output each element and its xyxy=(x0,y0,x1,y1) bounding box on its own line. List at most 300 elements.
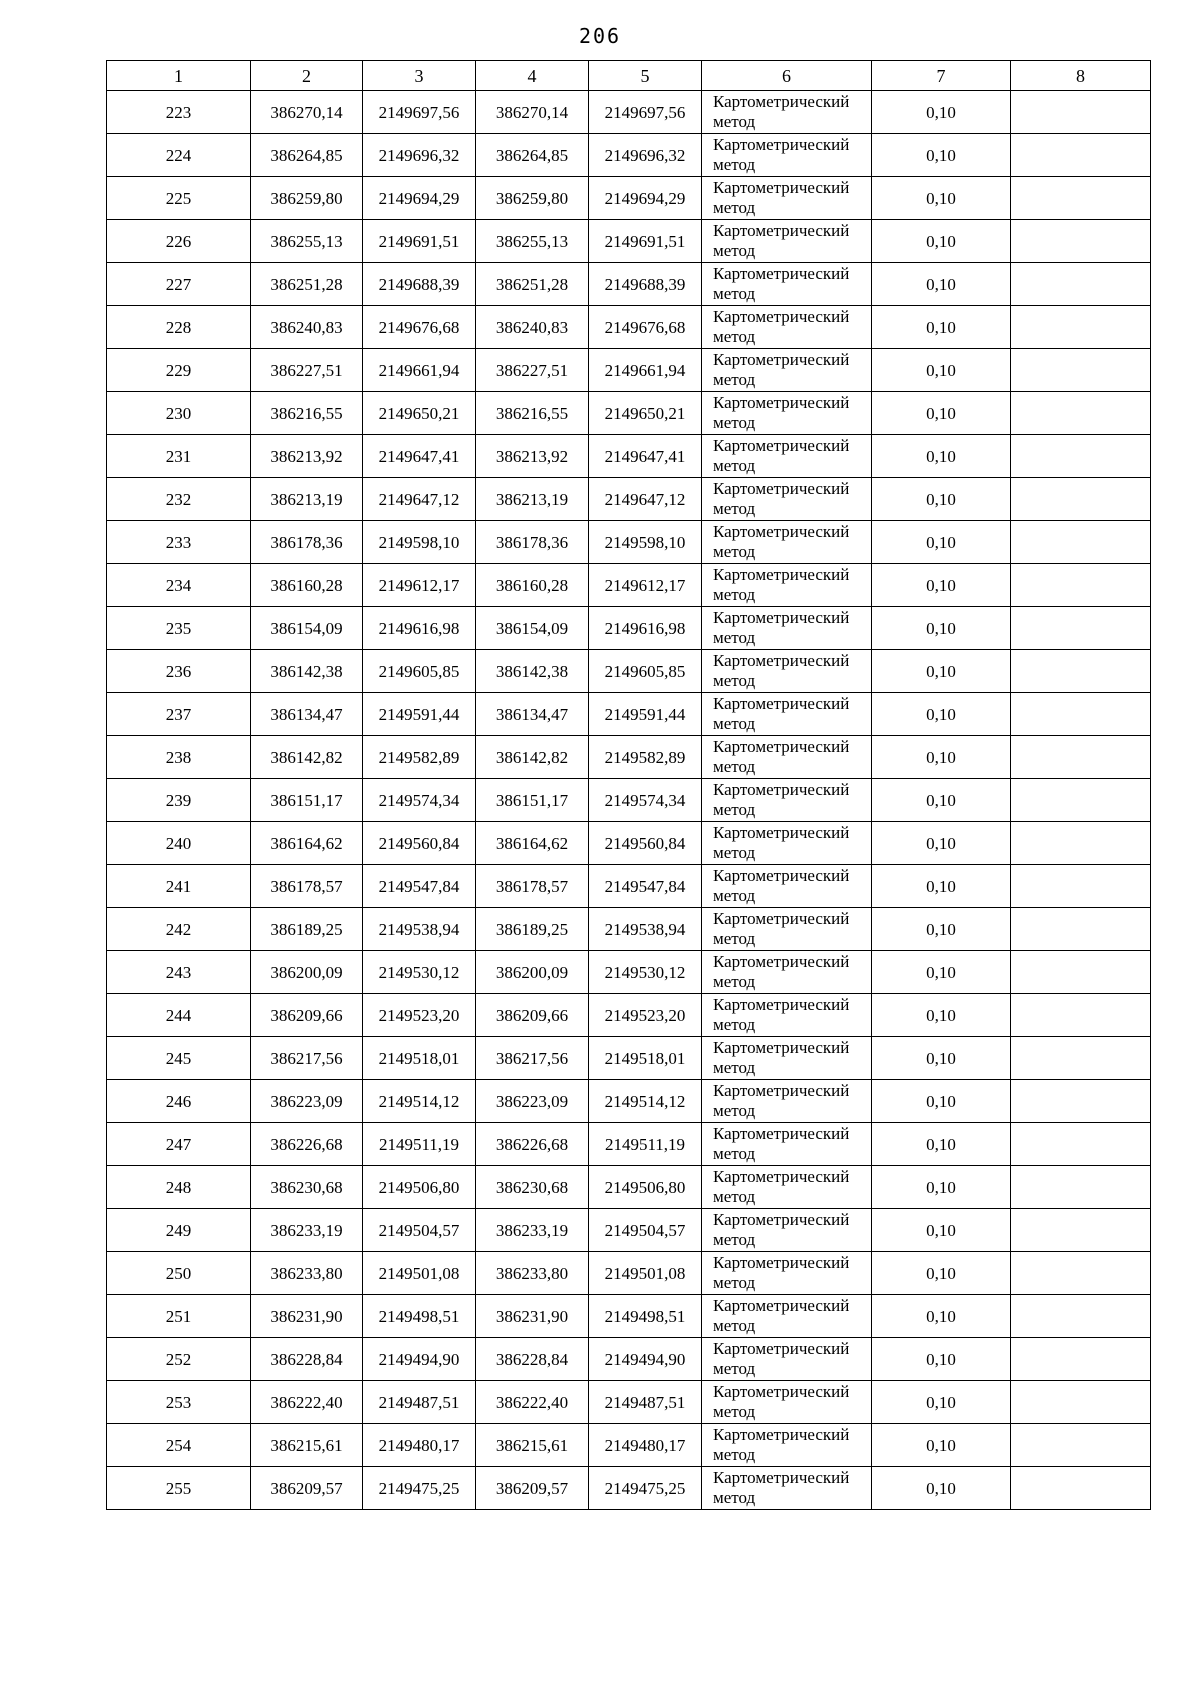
accuracy-cell: 0,10 xyxy=(872,349,1011,392)
accuracy-cell: 0,10 xyxy=(872,1338,1011,1381)
x-coordinate-cell: 386223,09 xyxy=(251,1080,363,1123)
note-cell xyxy=(1011,349,1151,392)
accuracy-cell: 0,10 xyxy=(872,91,1011,134)
accuracy-cell: 0,10 xyxy=(872,478,1011,521)
point-number-cell: 246 xyxy=(107,1080,251,1123)
y-coordinate-cell: 2149612,17 xyxy=(363,564,476,607)
table-row xyxy=(107,134,1151,177)
y-coordinate-new-cell: 2149694,29 xyxy=(589,177,702,220)
x-coordinate-new-cell: 386160,28 xyxy=(476,564,589,607)
y-coordinate-new-cell: 2149605,85 xyxy=(589,650,702,693)
accuracy-cell: 0,10 xyxy=(872,822,1011,865)
accuracy-cell: 0,10 xyxy=(872,306,1011,349)
method-cell: Картометрический метод xyxy=(702,650,872,693)
x-coordinate-new-cell: 386213,19 xyxy=(476,478,589,521)
y-coordinate-cell: 2149676,68 xyxy=(363,306,476,349)
method-cell: Картометрический метод xyxy=(702,736,872,779)
point-number-cell: 227 xyxy=(107,263,251,306)
y-coordinate-cell: 2149498,51 xyxy=(363,1295,476,1338)
table-row xyxy=(107,521,1151,564)
method-cell: Картометрический метод xyxy=(702,1381,872,1424)
x-coordinate-cell: 386164,62 xyxy=(251,822,363,865)
table-row xyxy=(107,435,1151,478)
y-coordinate-cell: 2149518,01 xyxy=(363,1037,476,1080)
x-coordinate-new-cell: 386255,13 xyxy=(476,220,589,263)
accuracy-cell: 0,10 xyxy=(872,951,1011,994)
point-number-cell: 242 xyxy=(107,908,251,951)
y-coordinate-new-cell: 2149598,10 xyxy=(589,521,702,564)
y-coordinate-cell: 2149538,94 xyxy=(363,908,476,951)
x-coordinate-new-cell: 386259,80 xyxy=(476,177,589,220)
method-cell: Картометрический метод xyxy=(702,91,872,134)
table-row xyxy=(107,1295,1151,1338)
y-coordinate-cell: 2149487,51 xyxy=(363,1381,476,1424)
y-coordinate-new-cell: 2149612,17 xyxy=(589,564,702,607)
y-coordinate-cell: 2149560,84 xyxy=(363,822,476,865)
x-coordinate-new-cell: 386217,56 xyxy=(476,1037,589,1080)
note-cell xyxy=(1011,1467,1151,1510)
x-coordinate-new-cell: 386189,25 xyxy=(476,908,589,951)
y-coordinate-cell: 2149696,32 xyxy=(363,134,476,177)
method-cell: Картометрический метод xyxy=(702,220,872,263)
method-cell: Картометрический метод xyxy=(702,994,872,1037)
note-cell xyxy=(1011,1381,1151,1424)
table-row xyxy=(107,1123,1151,1166)
point-number-cell: 241 xyxy=(107,865,251,908)
x-coordinate-cell: 386151,17 xyxy=(251,779,363,822)
x-coordinate-new-cell: 386142,82 xyxy=(476,736,589,779)
header-cell: 5 xyxy=(589,61,702,91)
method-cell: Картометрический метод xyxy=(702,564,872,607)
x-coordinate-new-cell: 386264,85 xyxy=(476,134,589,177)
note-cell xyxy=(1011,134,1151,177)
table-row xyxy=(107,564,1151,607)
method-cell: Картометрический метод xyxy=(702,822,872,865)
x-coordinate-cell: 386217,56 xyxy=(251,1037,363,1080)
header-cell: 3 xyxy=(363,61,476,91)
note-cell xyxy=(1011,736,1151,779)
y-coordinate-cell: 2149616,98 xyxy=(363,607,476,650)
x-coordinate-cell: 386228,84 xyxy=(251,1338,363,1381)
point-number-cell: 228 xyxy=(107,306,251,349)
method-cell: Картометрический метод xyxy=(702,951,872,994)
point-number-cell: 243 xyxy=(107,951,251,994)
table-row xyxy=(107,607,1151,650)
y-coordinate-cell: 2149574,34 xyxy=(363,779,476,822)
accuracy-cell: 0,10 xyxy=(872,865,1011,908)
y-coordinate-cell: 2149523,20 xyxy=(363,994,476,1037)
method-cell: Картометрический метод xyxy=(702,1166,872,1209)
y-coordinate-new-cell: 2149661,94 xyxy=(589,349,702,392)
x-coordinate-new-cell: 386154,09 xyxy=(476,607,589,650)
point-number-cell: 254 xyxy=(107,1424,251,1467)
note-cell xyxy=(1011,1252,1151,1295)
y-coordinate-new-cell: 2149547,84 xyxy=(589,865,702,908)
x-coordinate-new-cell: 386222,40 xyxy=(476,1381,589,1424)
method-cell: Картометрический метод xyxy=(702,1080,872,1123)
x-coordinate-cell: 386178,57 xyxy=(251,865,363,908)
accuracy-cell: 0,10 xyxy=(872,1381,1011,1424)
note-cell xyxy=(1011,392,1151,435)
x-coordinate-cell: 386178,36 xyxy=(251,521,363,564)
note-cell xyxy=(1011,564,1151,607)
y-coordinate-cell: 2149605,85 xyxy=(363,650,476,693)
note-cell xyxy=(1011,1338,1151,1381)
x-coordinate-new-cell: 386216,55 xyxy=(476,392,589,435)
table-row xyxy=(107,1080,1151,1123)
method-cell: Картометрический метод xyxy=(702,693,872,736)
table-row xyxy=(107,349,1151,392)
method-cell: Картометрический метод xyxy=(702,478,872,521)
x-coordinate-new-cell: 386209,57 xyxy=(476,1467,589,1510)
table-row xyxy=(107,865,1151,908)
note-cell xyxy=(1011,1080,1151,1123)
x-coordinate-cell: 386226,68 xyxy=(251,1123,363,1166)
accuracy-cell: 0,10 xyxy=(872,779,1011,822)
y-coordinate-new-cell: 2149523,20 xyxy=(589,994,702,1037)
x-coordinate-cell: 386160,28 xyxy=(251,564,363,607)
y-coordinate-new-cell: 2149591,44 xyxy=(589,693,702,736)
y-coordinate-cell: 2149582,89 xyxy=(363,736,476,779)
y-coordinate-cell: 2149647,12 xyxy=(363,478,476,521)
accuracy-cell: 0,10 xyxy=(872,994,1011,1037)
table-row xyxy=(107,1467,1151,1510)
x-coordinate-cell: 386209,57 xyxy=(251,1467,363,1510)
method-cell: Картометрический метод xyxy=(702,908,872,951)
y-coordinate-new-cell: 2149530,12 xyxy=(589,951,702,994)
note-cell xyxy=(1011,220,1151,263)
point-number-cell: 225 xyxy=(107,177,251,220)
x-coordinate-new-cell: 386134,47 xyxy=(476,693,589,736)
y-coordinate-cell: 2149506,80 xyxy=(363,1166,476,1209)
point-number-cell: 223 xyxy=(107,91,251,134)
x-coordinate-cell: 386240,83 xyxy=(251,306,363,349)
header-cell: 2 xyxy=(251,61,363,91)
point-number-cell: 247 xyxy=(107,1123,251,1166)
table-row xyxy=(107,1166,1151,1209)
header-cell: 7 xyxy=(872,61,1011,91)
note-cell xyxy=(1011,951,1151,994)
y-coordinate-new-cell: 2149518,01 xyxy=(589,1037,702,1080)
x-coordinate-cell: 386222,40 xyxy=(251,1381,363,1424)
y-coordinate-cell: 2149661,94 xyxy=(363,349,476,392)
note-cell xyxy=(1011,1209,1151,1252)
table-row xyxy=(107,1209,1151,1252)
y-coordinate-cell: 2149691,51 xyxy=(363,220,476,263)
y-coordinate-new-cell: 2149487,51 xyxy=(589,1381,702,1424)
point-number-cell: 253 xyxy=(107,1381,251,1424)
table-row xyxy=(107,1424,1151,1467)
y-coordinate-cell: 2149547,84 xyxy=(363,865,476,908)
note-cell xyxy=(1011,177,1151,220)
y-coordinate-new-cell: 2149501,08 xyxy=(589,1252,702,1295)
accuracy-cell: 0,10 xyxy=(872,521,1011,564)
table-row xyxy=(107,736,1151,779)
y-coordinate-new-cell: 2149480,17 xyxy=(589,1424,702,1467)
y-coordinate-new-cell: 2149574,34 xyxy=(589,779,702,822)
y-coordinate-new-cell: 2149616,98 xyxy=(589,607,702,650)
note-cell xyxy=(1011,865,1151,908)
method-cell: Картометрический метод xyxy=(702,435,872,478)
y-coordinate-new-cell: 2149538,94 xyxy=(589,908,702,951)
x-coordinate-cell: 386233,19 xyxy=(251,1209,363,1252)
y-coordinate-new-cell: 2149688,39 xyxy=(589,263,702,306)
note-cell xyxy=(1011,779,1151,822)
point-number-cell: 250 xyxy=(107,1252,251,1295)
note-cell xyxy=(1011,263,1151,306)
point-number-cell: 252 xyxy=(107,1338,251,1381)
point-number-cell: 255 xyxy=(107,1467,251,1510)
point-number-cell: 237 xyxy=(107,693,251,736)
x-coordinate-new-cell: 386227,51 xyxy=(476,349,589,392)
x-coordinate-cell: 386213,92 xyxy=(251,435,363,478)
point-number-cell: 251 xyxy=(107,1295,251,1338)
point-number-cell: 234 xyxy=(107,564,251,607)
x-coordinate-cell: 386230,68 xyxy=(251,1166,363,1209)
y-coordinate-cell: 2149694,29 xyxy=(363,177,476,220)
x-coordinate-new-cell: 386270,14 xyxy=(476,91,589,134)
x-coordinate-cell: 386209,66 xyxy=(251,994,363,1037)
x-coordinate-new-cell: 386178,57 xyxy=(476,865,589,908)
point-number-cell: 240 xyxy=(107,822,251,865)
header-cell: 1 xyxy=(107,61,251,91)
page-number: 206 xyxy=(578,24,622,48)
x-coordinate-new-cell: 386142,38 xyxy=(476,650,589,693)
x-coordinate-new-cell: 386223,09 xyxy=(476,1080,589,1123)
method-cell: Картометрический метод xyxy=(702,607,872,650)
accuracy-cell: 0,10 xyxy=(872,263,1011,306)
x-coordinate-cell: 386259,80 xyxy=(251,177,363,220)
y-coordinate-cell: 2149501,08 xyxy=(363,1252,476,1295)
method-cell: Картометрический метод xyxy=(702,779,872,822)
accuracy-cell: 0,10 xyxy=(872,693,1011,736)
table-header-row xyxy=(107,61,1151,91)
point-number-cell: 224 xyxy=(107,134,251,177)
table-row xyxy=(107,1252,1151,1295)
method-cell: Картометрический метод xyxy=(702,306,872,349)
note-cell xyxy=(1011,1424,1151,1467)
table-row xyxy=(107,650,1151,693)
y-coordinate-cell: 2149697,56 xyxy=(363,91,476,134)
point-number-cell: 235 xyxy=(107,607,251,650)
table-row xyxy=(107,693,1151,736)
point-number-cell: 239 xyxy=(107,779,251,822)
x-coordinate-new-cell: 386233,80 xyxy=(476,1252,589,1295)
y-coordinate-new-cell: 2149498,51 xyxy=(589,1295,702,1338)
point-number-cell: 245 xyxy=(107,1037,251,1080)
x-coordinate-cell: 386231,90 xyxy=(251,1295,363,1338)
point-number-cell: 230 xyxy=(107,392,251,435)
note-cell xyxy=(1011,607,1151,650)
method-cell: Картометрический метод xyxy=(702,865,872,908)
x-coordinate-cell: 386213,19 xyxy=(251,478,363,521)
accuracy-cell: 0,10 xyxy=(872,1037,1011,1080)
y-coordinate-new-cell: 2149676,68 xyxy=(589,306,702,349)
x-coordinate-cell: 386264,85 xyxy=(251,134,363,177)
point-number-cell: 232 xyxy=(107,478,251,521)
y-coordinate-cell: 2149504,57 xyxy=(363,1209,476,1252)
accuracy-cell: 0,10 xyxy=(872,1295,1011,1338)
table-body xyxy=(107,61,1151,1510)
note-cell xyxy=(1011,521,1151,564)
x-coordinate-cell: 386216,55 xyxy=(251,392,363,435)
x-coordinate-cell: 386154,09 xyxy=(251,607,363,650)
accuracy-cell: 0,10 xyxy=(872,134,1011,177)
x-coordinate-new-cell: 386164,62 xyxy=(476,822,589,865)
note-cell xyxy=(1011,478,1151,521)
x-coordinate-new-cell: 386200,09 xyxy=(476,951,589,994)
table-row xyxy=(107,994,1151,1037)
accuracy-cell: 0,10 xyxy=(872,650,1011,693)
y-coordinate-new-cell: 2149560,84 xyxy=(589,822,702,865)
note-cell xyxy=(1011,822,1151,865)
table-row xyxy=(107,1338,1151,1381)
table-row xyxy=(107,822,1151,865)
method-cell: Картометрический метод xyxy=(702,1295,872,1338)
y-coordinate-cell: 2149475,25 xyxy=(363,1467,476,1510)
table-row xyxy=(107,951,1151,994)
y-coordinate-new-cell: 2149582,89 xyxy=(589,736,702,779)
table-row xyxy=(107,220,1151,263)
x-coordinate-new-cell: 386213,92 xyxy=(476,435,589,478)
y-coordinate-new-cell: 2149691,51 xyxy=(589,220,702,263)
note-cell xyxy=(1011,908,1151,951)
x-coordinate-cell: 386134,47 xyxy=(251,693,363,736)
x-coordinate-new-cell: 386228,84 xyxy=(476,1338,589,1381)
point-number-cell: 226 xyxy=(107,220,251,263)
point-number-cell: 248 xyxy=(107,1166,251,1209)
y-coordinate-new-cell: 2149647,12 xyxy=(589,478,702,521)
y-coordinate-new-cell: 2149506,80 xyxy=(589,1166,702,1209)
table-row xyxy=(107,177,1151,220)
y-coordinate-cell: 2149480,17 xyxy=(363,1424,476,1467)
table-row xyxy=(107,91,1151,134)
y-coordinate-cell: 2149598,10 xyxy=(363,521,476,564)
header-cell: 4 xyxy=(476,61,589,91)
note-cell xyxy=(1011,650,1151,693)
note-cell xyxy=(1011,994,1151,1037)
header-cell: 6 xyxy=(702,61,872,91)
point-number-cell: 233 xyxy=(107,521,251,564)
y-coordinate-new-cell: 2149697,56 xyxy=(589,91,702,134)
table-row xyxy=(107,392,1151,435)
x-coordinate-new-cell: 386230,68 xyxy=(476,1166,589,1209)
x-coordinate-new-cell: 386251,28 xyxy=(476,263,589,306)
y-coordinate-new-cell: 2149494,90 xyxy=(589,1338,702,1381)
note-cell xyxy=(1011,1123,1151,1166)
x-coordinate-new-cell: 386240,83 xyxy=(476,306,589,349)
table-row xyxy=(107,1037,1151,1080)
note-cell xyxy=(1011,693,1151,736)
accuracy-cell: 0,10 xyxy=(872,1166,1011,1209)
method-cell: Картометрический метод xyxy=(702,1209,872,1252)
y-coordinate-new-cell: 2149511,19 xyxy=(589,1123,702,1166)
point-number-cell: 231 xyxy=(107,435,251,478)
x-coordinate-new-cell: 386215,61 xyxy=(476,1424,589,1467)
note-cell xyxy=(1011,1166,1151,1209)
table-row xyxy=(107,1381,1151,1424)
x-coordinate-cell: 386233,80 xyxy=(251,1252,363,1295)
note-cell xyxy=(1011,435,1151,478)
point-number-cell: 244 xyxy=(107,994,251,1037)
accuracy-cell: 0,10 xyxy=(872,1123,1011,1166)
y-coordinate-cell: 2149530,12 xyxy=(363,951,476,994)
accuracy-cell: 0,10 xyxy=(872,1467,1011,1510)
y-coordinate-cell: 2149494,90 xyxy=(363,1338,476,1381)
y-coordinate-new-cell: 2149514,12 xyxy=(589,1080,702,1123)
y-coordinate-new-cell: 2149647,41 xyxy=(589,435,702,478)
method-cell: Картометрический метод xyxy=(702,392,872,435)
x-coordinate-cell: 386227,51 xyxy=(251,349,363,392)
accuracy-cell: 0,10 xyxy=(872,435,1011,478)
x-coordinate-cell: 386200,09 xyxy=(251,951,363,994)
accuracy-cell: 0,10 xyxy=(872,736,1011,779)
y-coordinate-new-cell: 2149696,32 xyxy=(589,134,702,177)
accuracy-cell: 0,10 xyxy=(872,1209,1011,1252)
method-cell: Картометрический метод xyxy=(702,1424,872,1467)
y-coordinate-cell: 2149511,19 xyxy=(363,1123,476,1166)
method-cell: Картометрический метод xyxy=(702,1037,872,1080)
method-cell: Картометрический метод xyxy=(702,1123,872,1166)
y-coordinate-cell: 2149647,41 xyxy=(363,435,476,478)
x-coordinate-new-cell: 386231,90 xyxy=(476,1295,589,1338)
accuracy-cell: 0,10 xyxy=(872,392,1011,435)
method-cell: Картометрический метод xyxy=(702,521,872,564)
x-coordinate-cell: 386142,38 xyxy=(251,650,363,693)
header-cell: 8 xyxy=(1011,61,1151,91)
accuracy-cell: 0,10 xyxy=(872,908,1011,951)
note-cell xyxy=(1011,306,1151,349)
x-coordinate-cell: 386142,82 xyxy=(251,736,363,779)
x-coordinate-new-cell: 386178,36 xyxy=(476,521,589,564)
x-coordinate-new-cell: 386226,68 xyxy=(476,1123,589,1166)
x-coordinate-new-cell: 386209,66 xyxy=(476,994,589,1037)
coordinates-table xyxy=(106,60,1151,1510)
accuracy-cell: 0,10 xyxy=(872,220,1011,263)
y-coordinate-cell: 2149591,44 xyxy=(363,693,476,736)
point-number-cell: 236 xyxy=(107,650,251,693)
x-coordinate-cell: 386270,14 xyxy=(251,91,363,134)
note-cell xyxy=(1011,1295,1151,1338)
x-coordinate-cell: 386215,61 xyxy=(251,1424,363,1467)
y-coordinate-new-cell: 2149475,25 xyxy=(589,1467,702,1510)
accuracy-cell: 0,10 xyxy=(872,607,1011,650)
y-coordinate-new-cell: 2149650,21 xyxy=(589,392,702,435)
point-number-cell: 229 xyxy=(107,349,251,392)
y-coordinate-cell: 2149514,12 xyxy=(363,1080,476,1123)
point-number-cell: 238 xyxy=(107,736,251,779)
table-row xyxy=(107,306,1151,349)
x-coordinate-new-cell: 386233,19 xyxy=(476,1209,589,1252)
method-cell: Картометрический метод xyxy=(702,177,872,220)
accuracy-cell: 0,10 xyxy=(872,1424,1011,1467)
method-cell: Картометрический метод xyxy=(702,134,872,177)
x-coordinate-new-cell: 386151,17 xyxy=(476,779,589,822)
x-coordinate-cell: 386251,28 xyxy=(251,263,363,306)
method-cell: Картометрический метод xyxy=(702,263,872,306)
y-coordinate-cell: 2149650,21 xyxy=(363,392,476,435)
note-cell xyxy=(1011,91,1151,134)
accuracy-cell: 0,10 xyxy=(872,564,1011,607)
x-coordinate-cell: 386255,13 xyxy=(251,220,363,263)
y-coordinate-cell: 2149688,39 xyxy=(363,263,476,306)
accuracy-cell: 0,10 xyxy=(872,177,1011,220)
method-cell: Картометрический метод xyxy=(702,1338,872,1381)
y-coordinate-new-cell: 2149504,57 xyxy=(589,1209,702,1252)
x-coordinate-cell: 386189,25 xyxy=(251,908,363,951)
table-row xyxy=(107,908,1151,951)
point-number-cell: 249 xyxy=(107,1209,251,1252)
